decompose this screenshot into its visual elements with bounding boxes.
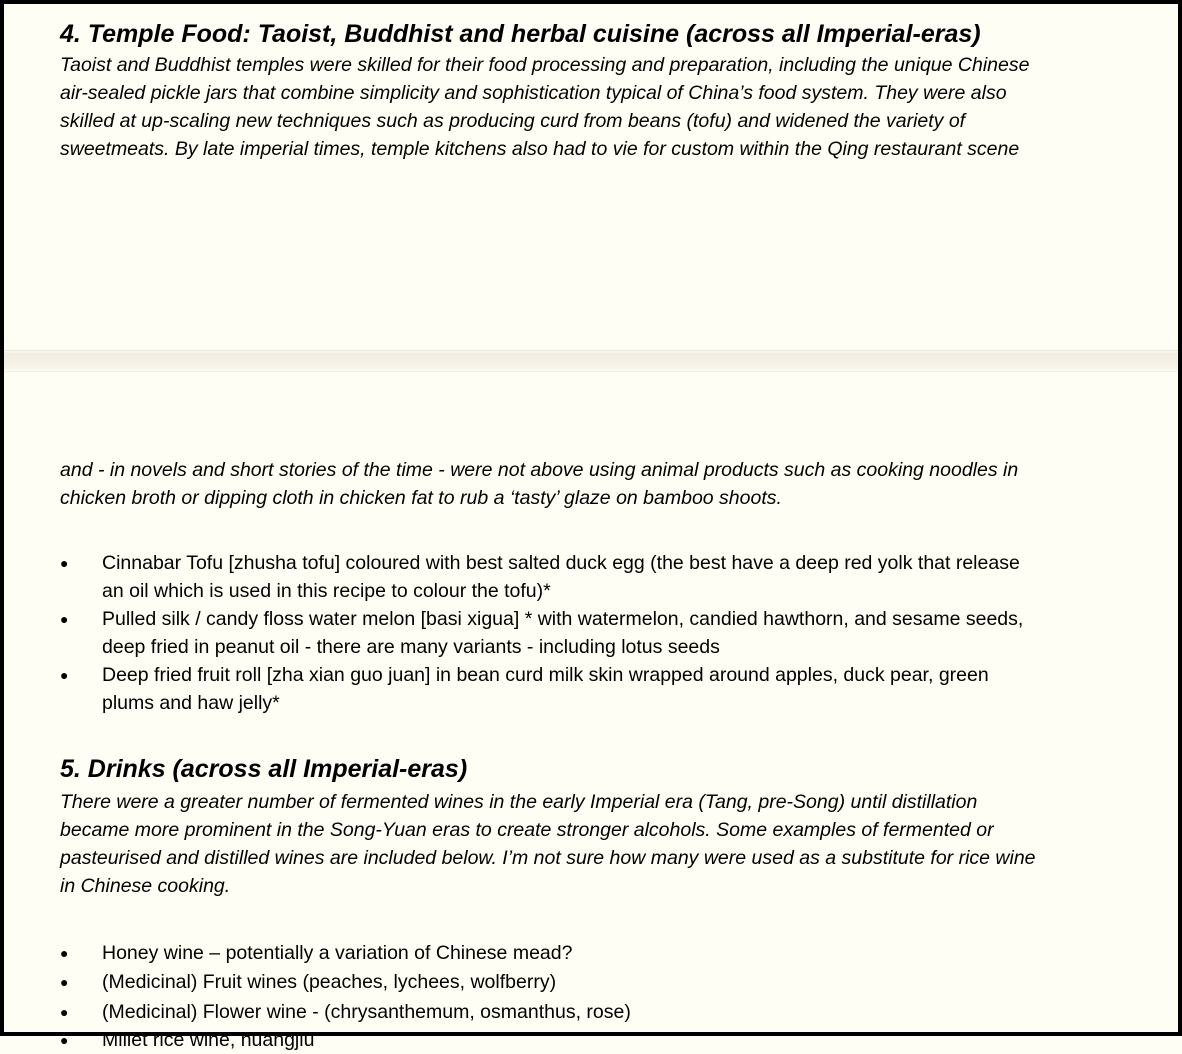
list-item: [60, 605, 1150, 661]
continued-line: chicken broth or dipping cloth in chicken fat to rub a ‘tasty’ glaze on bamboo shoots.: [60, 487, 782, 509]
item-line: an oil which is used in this recipe to colour the tofu)*: [102, 580, 551, 602]
list-item: ● (Medicinal) Fruit wines (peaches, lychees, wolfberry): [60, 968, 1150, 996]
list-item: ● Honey wine – potentially a variation of Chinese mead?: [60, 939, 1150, 967]
item-line: ● Pulled silk / candy floss water melon [basi xigua] * with watermelon, candied hawthorn, and sesame seeds,: [102, 608, 1024, 630]
list-item: ● Millet rice wine, huangjiu: [60, 1026, 1150, 1054]
item-line: ● Cinnabar Tofu [zhusha tofu] coloured with best salted duck egg (the best have a deep red yolk that release: [102, 552, 1020, 574]
section-4: [60, 19, 1150, 163]
list-item: [60, 661, 1150, 717]
list-item: ● (Medicinal) Flower wine - (chrysanthemum, osmanthus, rose): [60, 998, 1150, 1026]
item-line: ● Deep fried fruit roll [zha xian guo juan] in bean curd milk skin wrapped around apples, duck pear, green: [102, 664, 989, 686]
section-4-continued: [60, 456, 1150, 512]
item-line: deep fried in peanut oil - there are many variants - including lotus seeds: [102, 636, 720, 658]
intro-line: became more prominent in the Song-Yuan eras to create stronger alcohols. Some examples of fermented or: [60, 819, 994, 841]
continued-line: and - in novels and short stories of the time - were not above using animal products such as cooking noodles in: [60, 459, 1019, 481]
intro-line: There were a greater number of fermented wines in the early Imperial era (Tang, pre-Song) until distillation: [60, 791, 978, 813]
intro-line: in Chinese cooking.: [60, 875, 231, 897]
section-4-intro: [60, 51, 1150, 163]
intro-line: air-sealed pickle jars that combine simplicity and sophistication typical of China’s food system. They were also: [60, 82, 1007, 104]
intro-line: Taoist and Buddhist temples were skilled for their food processing and preparation, including the unique Chinese: [60, 54, 1030, 76]
item-line: plums and haw jelly*: [102, 692, 280, 714]
intro-line: pasteurised and distilled wines are included below. I’m not sure how many were used as a substitute for rice wine: [60, 847, 1036, 869]
section-5: [60, 754, 1150, 900]
section-5-heading: 5. Drinks (across all Imperial-eras): [60, 755, 468, 783]
intro-line: sweetmeats. By late imperial times, temple kitchens also had to vie for custom within the Qing restaurant scene: [60, 138, 1020, 160]
section-4-heading: 4. Temple Food: Taoist, Buddhist and herbal cuisine (across all Imperial-eras): [60, 20, 981, 48]
section-4-list: [60, 549, 1150, 717]
list-item: [60, 549, 1150, 605]
section-5-intro: [60, 788, 1150, 900]
page-break: [4, 350, 1178, 372]
intro-line: skilled at up-scaling new techniques such as producing curd from beans (tofu) and widened the variety of: [60, 110, 966, 132]
section-5-list: [60, 939, 1150, 1054]
